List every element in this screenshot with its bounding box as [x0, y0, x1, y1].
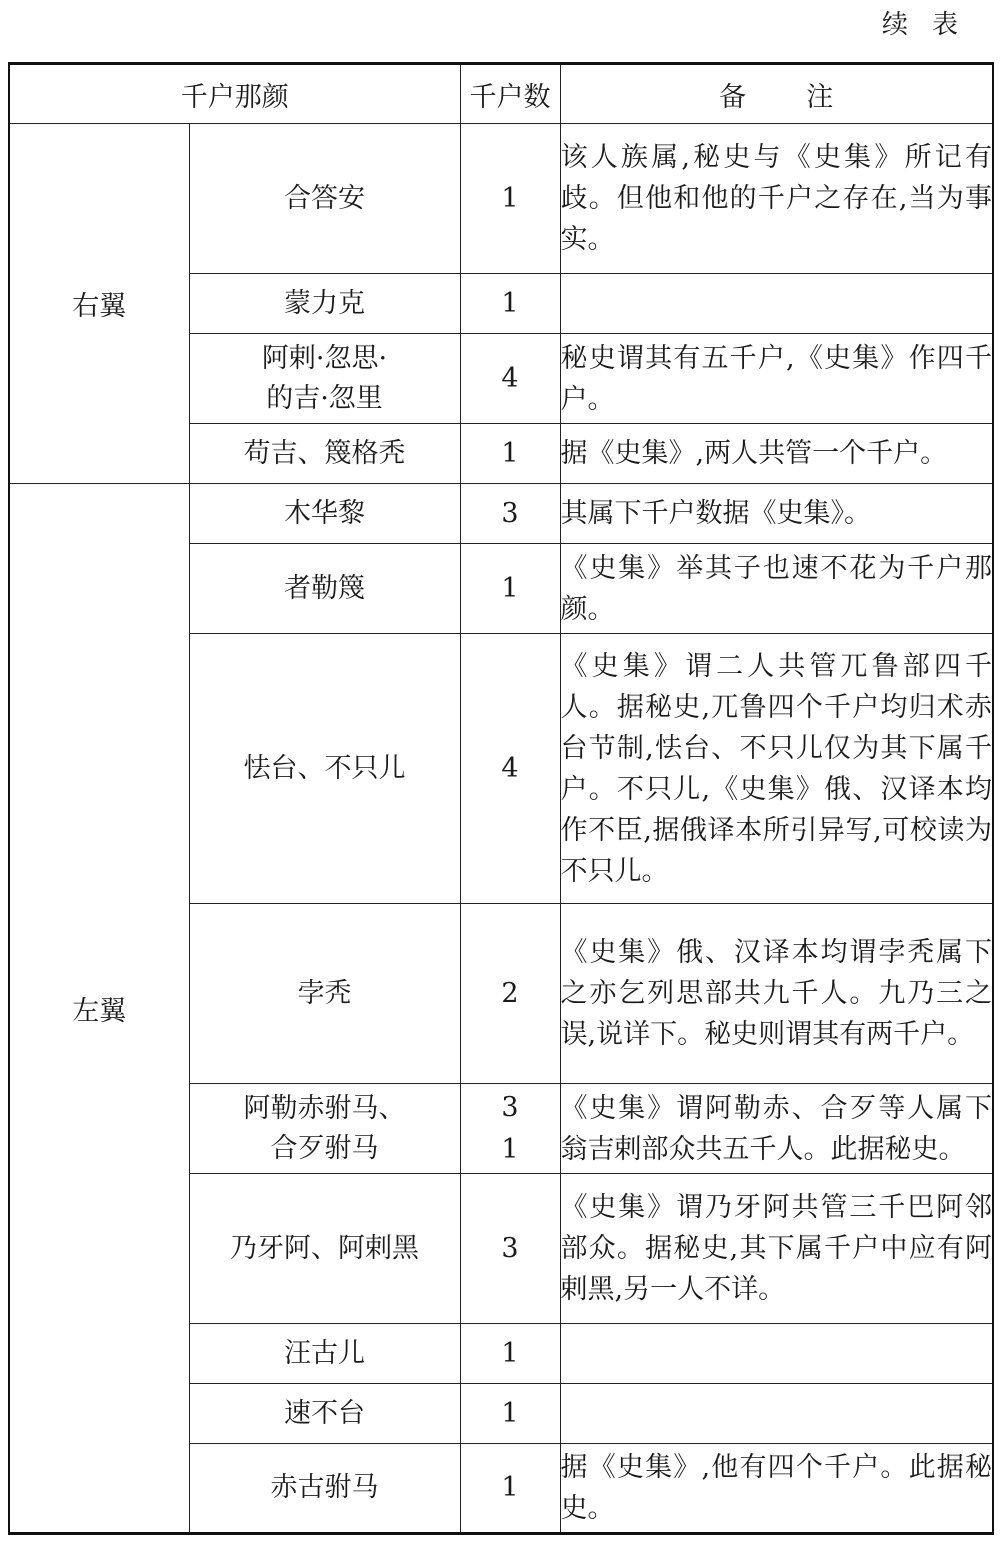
thousand-count: 3	[460, 484, 560, 544]
commander-name: 合答安	[189, 124, 460, 274]
remark	[560, 1324, 993, 1384]
commander-name: 者勒篾	[189, 544, 460, 634]
commander-table	[8, 62, 994, 1535]
remark	[560, 274, 993, 334]
thousand-count: 1	[460, 1384, 560, 1444]
wing-label-right: 右翼	[9, 124, 189, 484]
remark	[560, 1384, 993, 1444]
thousand-count: 1	[460, 124, 560, 274]
thousand-count: 1	[460, 274, 560, 334]
thousand-count: 1	[460, 544, 560, 634]
table-row	[9, 124, 993, 274]
remark: 据《史集》,他有四个千户。此据秘史。	[560, 1444, 993, 1534]
commander-name: 蒙力克	[189, 274, 460, 334]
thousand-count: 1	[460, 424, 560, 484]
thousand-count: 4	[460, 634, 560, 904]
remark: 其属下千户数据《史集》。	[560, 484, 993, 544]
thousand-count: 4	[460, 334, 560, 424]
commander-name: 苟吉、篾格秃	[189, 424, 460, 484]
thousand-count: 1	[460, 1444, 560, 1534]
header-row	[9, 64, 993, 124]
remark: 《史集》谓乃牙阿共管三千巴阿邻部众。据秘史,其下属千户中应有阿剌黑,另一人不详。	[560, 1174, 993, 1324]
continued-label: 续表	[881, 10, 982, 40]
commander-name: 怯台、不只儿	[189, 634, 460, 904]
wing-label-left: 左翼	[9, 484, 189, 1534]
remark: 《史集》举其子也速不花为千户那颜。	[560, 544, 993, 634]
remark: 据《史集》,两人共管一个千户。	[560, 424, 993, 484]
commander-name: 汪古儿	[189, 1324, 460, 1384]
remark: 《史集》谓二人共管兀鲁部四千人。据秘史,兀鲁四个千户均归术赤台节制,怯台、不只儿仅为其下属千户。不只儿,《史集》俄、汉译本均作不臣,据俄译本所引异写,可校读为不只儿。	[560, 634, 993, 904]
thousand-count: 3	[460, 1174, 560, 1324]
commander-name: 阿勒赤驸马、 合歹驸马	[189, 1084, 460, 1174]
thousand-count: 2	[460, 904, 560, 1084]
commander-name: 速不台	[189, 1384, 460, 1444]
commander-name: 阿剌·忽思· 的吉·忽里	[189, 334, 460, 424]
thousand-count: 1	[460, 1324, 560, 1384]
commander-name: 孛秃	[189, 904, 460, 1084]
remark: 《史集》谓阿勒赤、合歹等人属下翁吉剌部众共五千人。此据秘史。	[560, 1084, 993, 1174]
table-row	[9, 484, 993, 544]
header-commander: 千户那颜	[9, 64, 460, 124]
commander-name: 乃牙阿、阿剌黑	[189, 1174, 460, 1324]
header-remarks: 备注	[560, 64, 993, 124]
remark: 该人族属,秘史与《史集》所记有歧。但他和他的千户之存在,当为事实。	[560, 124, 993, 274]
remark: 《史集》俄、汉译本均谓孛秃属下之亦乞列思部共九千人。九乃三之误,说详下。秘史则谓其有两千户。	[560, 904, 993, 1084]
commander-name: 木华黎	[189, 484, 460, 544]
remark: 秘史谓其有五千户,《史集》作四千户。	[560, 334, 993, 424]
thousand-count: 3 1	[460, 1084, 560, 1174]
commander-name: 赤古驸马	[189, 1444, 460, 1534]
header-count: 千户数	[460, 64, 560, 124]
